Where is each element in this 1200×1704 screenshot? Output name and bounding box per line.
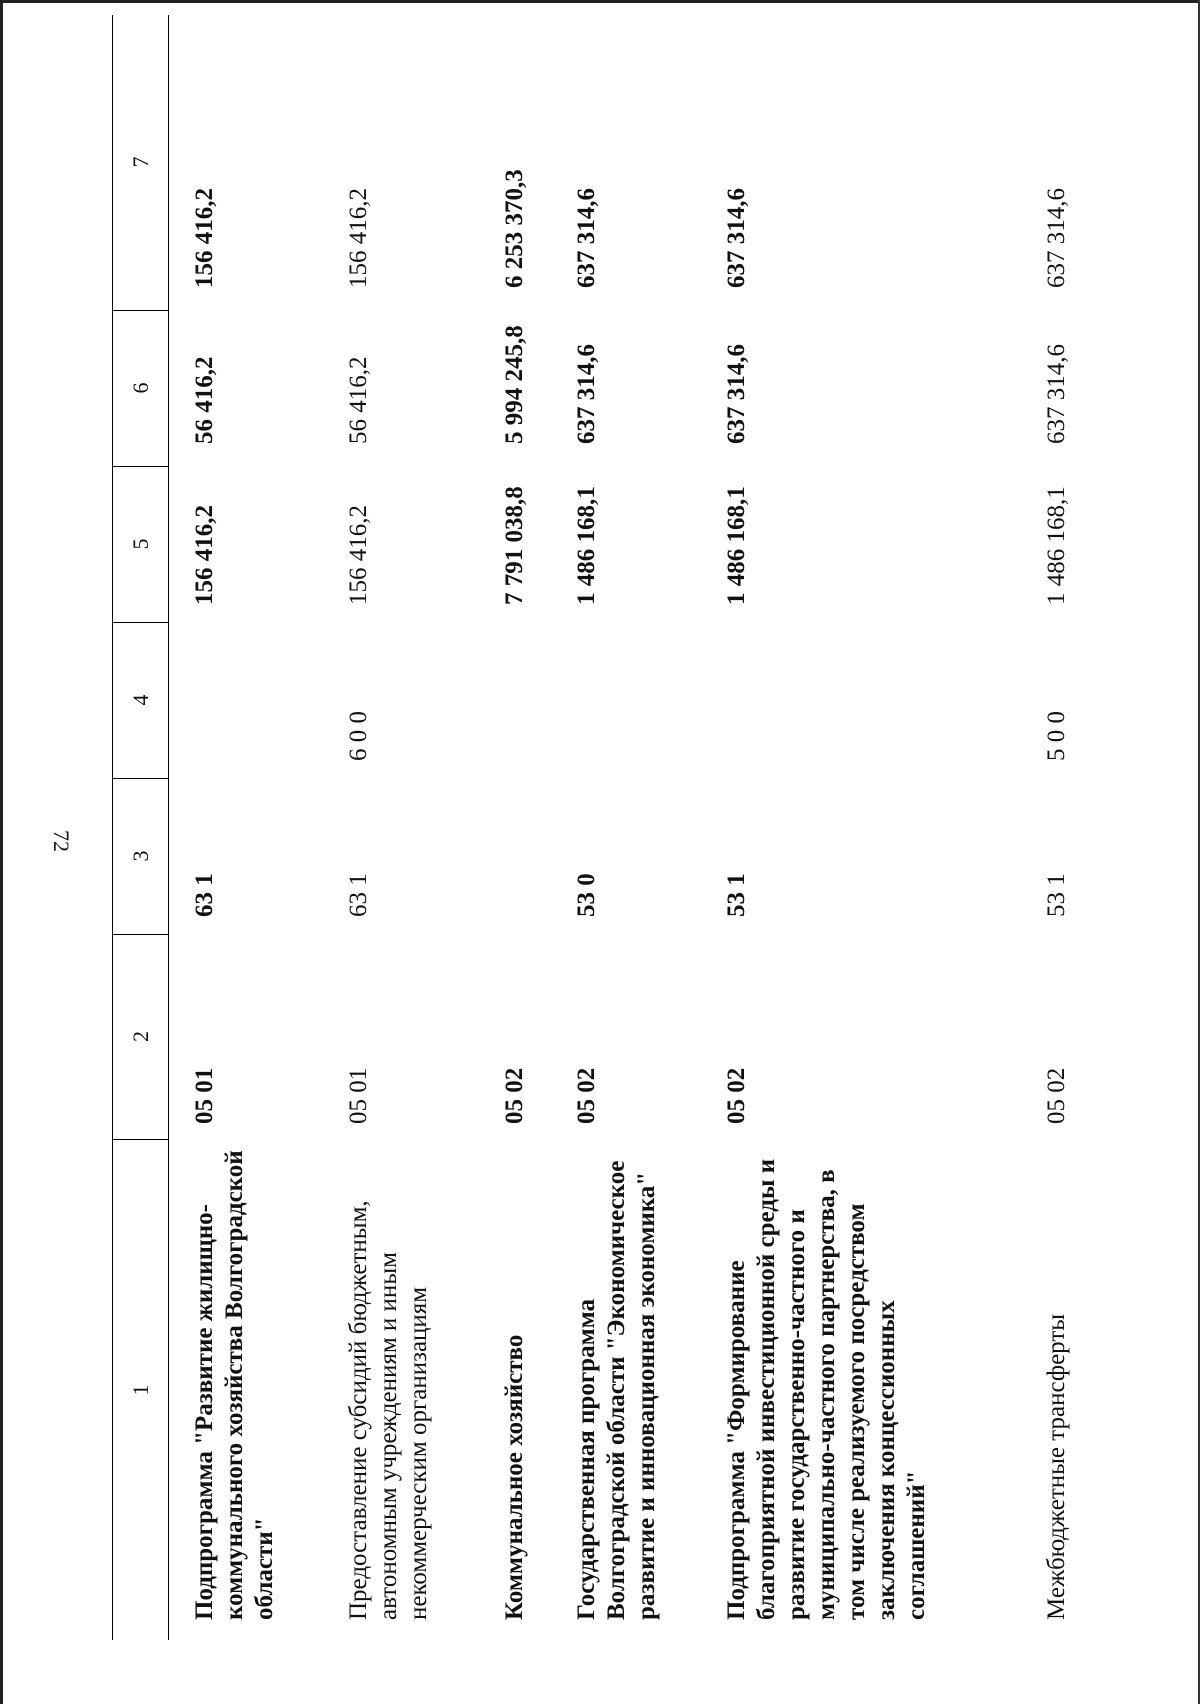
- row-value-5: 1 486 168,1: [1043, 486, 1070, 605]
- row-value-6: 56 416,2: [191, 356, 218, 444]
- row-value-6: 5 994 245,8: [501, 325, 528, 444]
- row-section: 05 02: [573, 1067, 600, 1124]
- scan-edge-top: [0, 0, 1200, 3]
- page-number: 72: [49, 830, 74, 852]
- row-value-6: 56 416,2: [345, 356, 372, 444]
- row-target: 53 1: [1043, 873, 1070, 917]
- row-target: 53 0: [573, 873, 600, 917]
- header-col-7: 7: [113, 14, 168, 311]
- row-name: Государственная программа Волгоградской области "Экономическое развитие и инновационная экономика": [573, 1160, 660, 1620]
- header-col-3: 3: [113, 778, 168, 935]
- row-value-7: 637 314,6: [573, 188, 600, 288]
- table-header-row: [112, 15, 169, 1640]
- row-value-6: 637 314,6: [723, 344, 750, 444]
- row-section: 05 02: [723, 1067, 750, 1124]
- row-name: Межбюджетные трансферты: [1043, 1313, 1070, 1620]
- rotated-table-page: [112, 15, 1157, 1640]
- row-name: Предоставление субсидий бюджетным, автономным учреждениям и иным некоммерческим организациям: [345, 1200, 432, 1620]
- row-name: Коммунальное хозяйство: [501, 1334, 528, 1620]
- header-col-6: 6: [113, 310, 168, 467]
- header-col-4: 4: [113, 622, 168, 779]
- row-name: Подпрограмма "Формирование благоприятной инвестиционной среды и развитие государственно-частного и муниципально-частного партнерства, в том числе реализуемого посредством заключения концессионных соглашений": [723, 1158, 930, 1620]
- header-col-5: 5: [113, 466, 168, 623]
- row-section: 05 01: [191, 1067, 218, 1124]
- row-section: 05 01: [345, 1067, 372, 1124]
- row-value-7: 637 314,6: [1043, 188, 1070, 288]
- row-value-5: 1 486 168,1: [723, 486, 750, 605]
- row-value-6: 637 314,6: [1043, 344, 1070, 444]
- row-name: Подпрограмма "Развитие жилищно-коммунального хозяйства Волгоградской области": [191, 1150, 278, 1620]
- row-value-7: 637 314,6: [723, 188, 750, 288]
- row-section: 05 02: [501, 1067, 528, 1124]
- row-type: 5 0 0: [1043, 711, 1070, 761]
- row-section: 05 02: [1043, 1067, 1070, 1124]
- row-target: 63 1: [345, 873, 372, 917]
- row-value-7: 156 416,2: [345, 188, 372, 288]
- header-col-2: 2: [113, 934, 168, 1140]
- row-value-5: 156 416,2: [345, 505, 372, 605]
- header-col-1: 1: [127, 1384, 153, 1396]
- row-type: 6 0 0: [345, 711, 372, 761]
- scan-edge-left: [0, 0, 3, 1704]
- row-value-5: 1 486 168,1: [573, 486, 600, 605]
- row-target: 63 1: [191, 873, 218, 917]
- row-value-7: 6 253 370,3: [501, 169, 528, 288]
- row-target: 53 1: [723, 873, 750, 917]
- row-value-6: 637 314,6: [573, 344, 600, 444]
- row-value-5: 7 791 038,8: [501, 486, 528, 605]
- row-value-7: 156 416,2: [191, 188, 218, 288]
- row-value-5: 156 416,2: [191, 505, 218, 605]
